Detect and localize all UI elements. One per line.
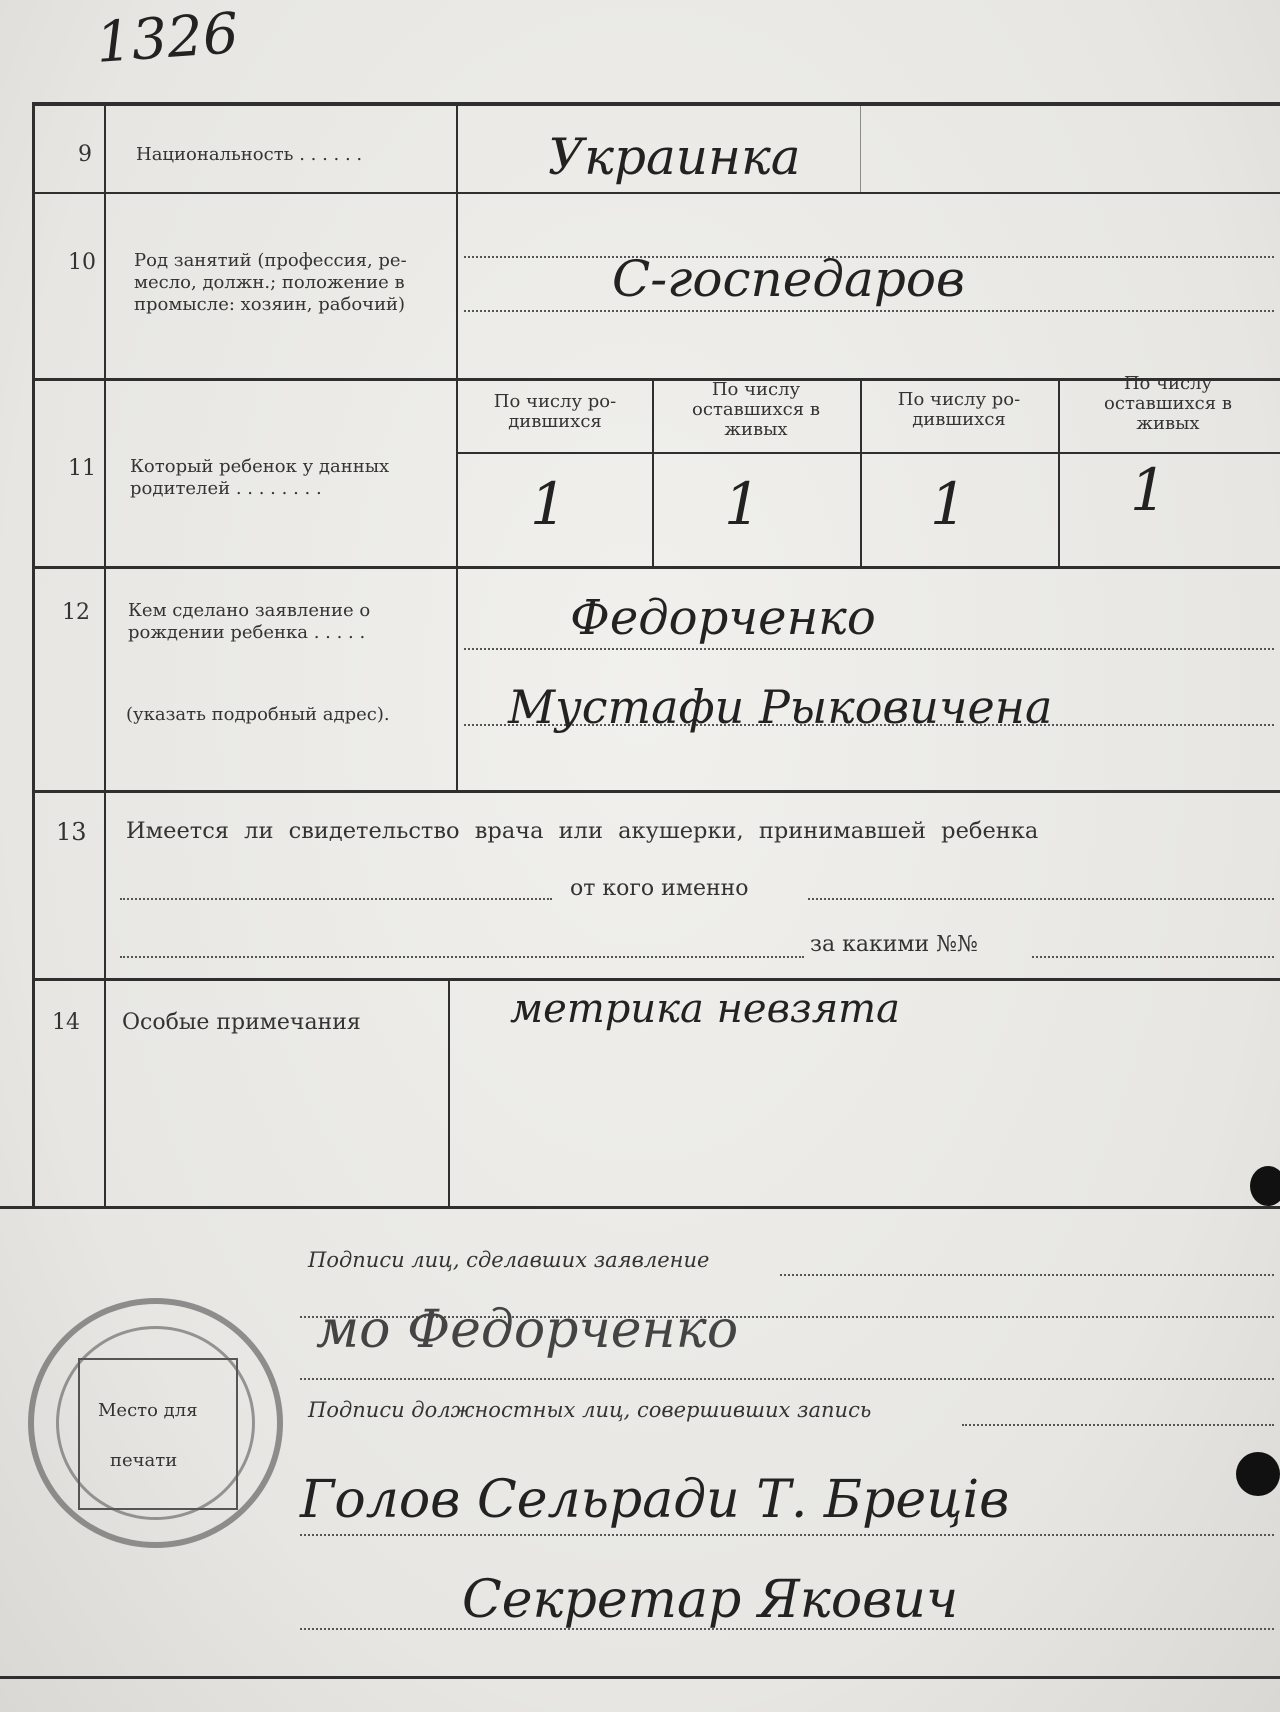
col-alive-2-line-1: По числу — [1123, 373, 1213, 394]
applicants-signature-line-3 — [300, 1378, 1274, 1380]
nationality-value: Украинка — [548, 128, 801, 186]
special-notes-value: метрика невзята — [510, 986, 900, 1032]
certificate-numbers-label: за какими №№ — [810, 932, 978, 957]
row-number-9: 9 — [78, 142, 92, 167]
col-alive-1-line-3: живых — [724, 419, 788, 440]
child-alive-count-1: 1 — [724, 470, 761, 538]
address-label: (указать подробный адрес). — [126, 704, 390, 725]
child-order-label-line-1: Который ребенок у данных — [130, 456, 390, 477]
certificate-from-whom-line — [808, 898, 1274, 900]
officials-signature-line-3 — [300, 1628, 1274, 1630]
certificate-question: Имеется ли свидетельство врача или акушерки, принимавшей ребенка — [126, 818, 1039, 844]
certificate-from-whom-label: от кого именно — [570, 876, 749, 901]
col-born-1-line-2: дившихся — [508, 411, 602, 432]
applicant-label-line-2: рождении ребенка . . . . . — [128, 622, 366, 643]
secretary-signature: Секретар Якович — [462, 1570, 959, 1630]
officials-signature-line-2 — [300, 1534, 1274, 1536]
occupation-label — [134, 250, 407, 316]
col-born-2 — [864, 390, 1054, 430]
col-alive-2-line-2: оставшихся в — [1104, 393, 1232, 414]
officials-signature: Голов Сельради Т. Бреців — [300, 1470, 1010, 1530]
col-alive-1-line-2: оставшихся в — [692, 399, 820, 420]
row-number-14: 14 — [52, 1010, 80, 1035]
applicant-label-line-1: Кем сделано заявление о — [128, 600, 371, 621]
child-order-label-line-2: родителей . . . . . . . . — [130, 478, 322, 499]
child-order-col-divider-3 — [1058, 380, 1060, 566]
row-number-11: 11 — [68, 456, 96, 481]
col-born-2-line-1: По числу ро- — [897, 389, 1021, 410]
table-top-border — [32, 102, 1280, 106]
applicants-signature-line-1 — [780, 1274, 1274, 1276]
applicant-address-value: Мустафи Рыковичена — [508, 680, 1053, 734]
row-separator-13 — [32, 978, 1280, 981]
number-column-divider — [104, 102, 106, 1207]
row-separator-9 — [32, 192, 1280, 194]
col-alive-2-line-3: живых — [1136, 413, 1200, 434]
row-separator-14 — [0, 1206, 1280, 1209]
certificate-answer-line — [120, 898, 552, 900]
child-order-col-divider-1 — [652, 380, 654, 566]
officials-signature-label: Подписи должностных лиц, совершивших запись — [308, 1398, 872, 1422]
row-number-13: 13 — [56, 818, 87, 846]
seal-place-line-1: Место для — [98, 1400, 198, 1421]
applicants-signature-label: Подписи лиц, сделавших заявление — [308, 1248, 710, 1272]
row-number-10: 10 — [68, 250, 96, 275]
col-born-1-line-1: По числу ро- — [493, 391, 617, 412]
applicants-signature: мо Федорченко — [316, 1300, 739, 1360]
child-order-col-divider-2 — [860, 380, 862, 566]
applicant-name-value: Федорченко — [570, 590, 876, 646]
occupation-line-2 — [464, 310, 1274, 312]
child-order-label — [130, 456, 389, 500]
table-left-border — [32, 102, 35, 1207]
seal-place-box — [78, 1358, 238, 1510]
label-column-divider-upper — [456, 102, 458, 792]
child-born-count-1: 1 — [530, 470, 567, 538]
certificate-numbers-line — [1032, 956, 1274, 958]
col-alive-1 — [656, 380, 856, 440]
punch-hole-upper — [1250, 1166, 1280, 1206]
row-number-12: 12 — [62, 600, 90, 625]
officials-signature-line-1 — [962, 1424, 1274, 1426]
child-alive-count-2: 1 — [1130, 456, 1167, 524]
col-born-1 — [462, 392, 648, 432]
row-separator-11 — [32, 566, 1280, 569]
col-born-2-line-2: дившихся — [912, 409, 1006, 430]
page-bottom-border — [0, 1676, 1280, 1679]
row9-inner-divider — [860, 104, 861, 192]
child-born-count-2: 1 — [930, 470, 967, 538]
occupation-label-line-1: Род занятий (профессия, ре- — [134, 250, 407, 271]
child-order-header-separator — [458, 452, 1280, 454]
col-alive-2 — [1062, 374, 1274, 434]
occupation-label-line-2: месло, должн.; положение в — [134, 272, 405, 293]
col-alive-1-line-1: По числу — [711, 379, 801, 400]
applicant-label — [128, 600, 370, 644]
seal-place-line-2: печати — [110, 1450, 178, 1471]
special-notes-label: Особые примечания — [122, 1010, 361, 1035]
page-reference: 1326 — [93, 1, 241, 76]
applicant-line-1 — [464, 648, 1274, 650]
row-separator-12 — [32, 790, 1280, 793]
occupation-value: С-госпедаров — [612, 250, 966, 308]
punch-hole-lower — [1236, 1452, 1280, 1496]
certificate-numbers-pre-line — [120, 956, 804, 958]
occupation-label-line-3: промысле: хозяин, рабочий) — [134, 294, 406, 315]
nationality-label: Национальность . . . . . . — [136, 144, 363, 165]
label-column-divider-lower — [448, 980, 450, 1206]
